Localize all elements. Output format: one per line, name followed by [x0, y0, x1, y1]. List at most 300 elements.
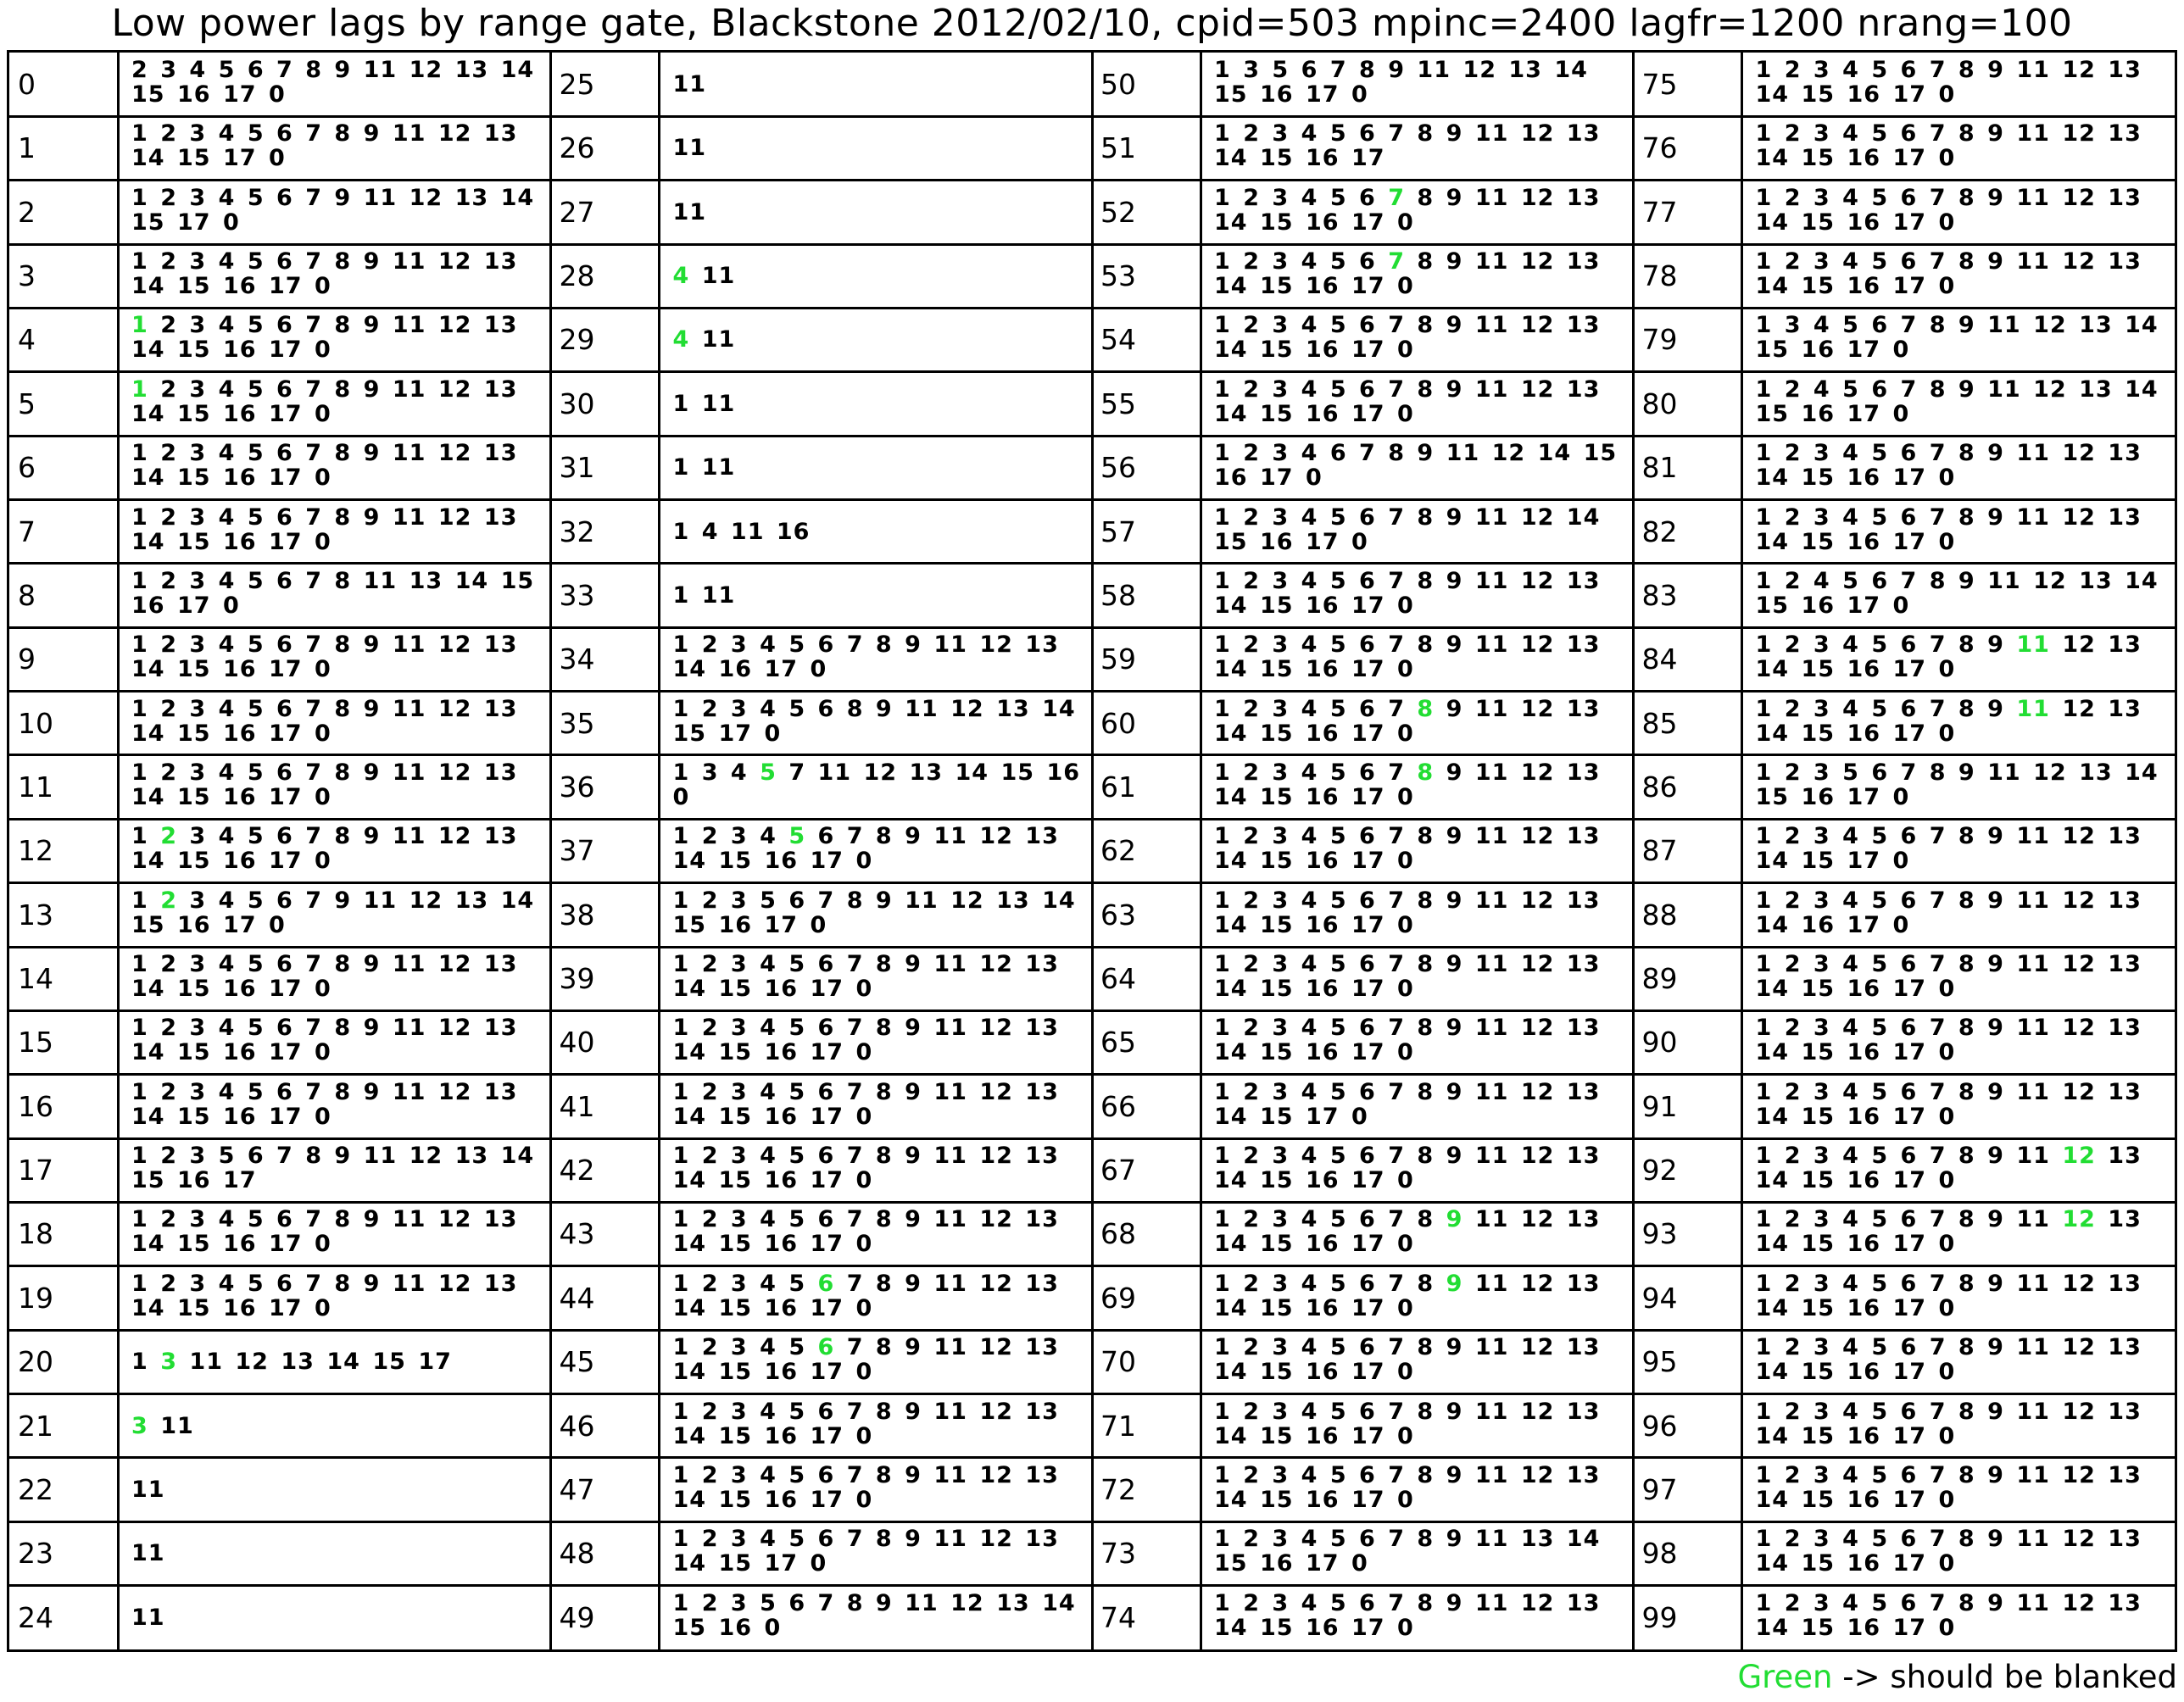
lag-number: 1 [1214, 631, 1231, 659]
lag-number: 15 [1259, 1103, 1294, 1130]
range-gate-label: 43 [559, 1217, 595, 1251]
lag-number: 14 [500, 1143, 535, 1170]
lag-number: 2 [1784, 1589, 1802, 1616]
lag-number: 2 [160, 312, 177, 339]
lag-number: 15 [1214, 81, 1248, 108]
lag-number: 9 [1987, 503, 2004, 531]
lag-number: 13 [1566, 951, 1601, 978]
lag-number: 8 [1417, 248, 1435, 275]
lag-number: 1 [1214, 1078, 1231, 1105]
range-gate-label: 63 [1100, 898, 1136, 932]
lag-number: 3 [1813, 1398, 1830, 1425]
lag-number: 3 [730, 1015, 748, 1042]
lag-number: 4 [1842, 1206, 1859, 1233]
range-gate-label: 79 [1641, 323, 1678, 357]
lag-number: 11 [933, 823, 967, 850]
range-gate-label: 64 [1100, 962, 1136, 996]
low-power-lags-cell [1742, 500, 2172, 564]
lag-number: 11 [2016, 1078, 2050, 1105]
lag-number: 3 [1272, 695, 1290, 722]
range-gate-label: 84 [1641, 642, 1678, 676]
lag-number: 3 [730, 1589, 748, 1616]
lag-number: 6 [276, 759, 293, 786]
lag-number: 2 [1243, 120, 1260, 147]
lag-number: 2 [1243, 567, 1260, 594]
lag-number: 12 [1491, 440, 1526, 467]
lag-number: 17 [1259, 464, 1294, 492]
lag-number: 14 [1755, 1103, 1790, 1130]
range-gate-label: 13 [18, 898, 53, 932]
lag-number: 6 [1871, 312, 1889, 339]
lag-number: 12 [1520, 1398, 1555, 1425]
lag-number: 7 [305, 375, 323, 403]
lag-number: 4 [1301, 248, 1318, 275]
lag-number: 17 [1892, 1550, 1927, 1577]
lag-number: 15 [1755, 337, 1790, 364]
lag-number: 0 [810, 1550, 827, 1577]
range-gate-label: 80 [1641, 387, 1678, 420]
lag-number: 11 [2016, 823, 2050, 850]
lag-number: 14 [1214, 209, 1248, 236]
lag-number: 17 [1892, 720, 1927, 747]
range-gate-label: 49 [559, 1600, 595, 1634]
low-power-lags-cell [1742, 308, 2172, 371]
lag-number: 3 [1272, 567, 1290, 594]
lag-number: 12 [2062, 57, 2096, 83]
lag-number: 0 [1938, 81, 1956, 108]
lag-number: 17 [1892, 976, 1927, 1003]
lag-number: 3 [189, 631, 207, 659]
lag-number: 14 [131, 720, 165, 747]
lag-number: 11 [131, 1476, 165, 1503]
lag-number: 0 [855, 848, 873, 875]
lag-number: 8 [1417, 567, 1435, 594]
lag-number: 9 [1958, 375, 1975, 403]
lag-number: 3 [189, 1015, 207, 1042]
lag-number: 4 [1301, 1143, 1318, 1170]
lag-number: 8 [1417, 120, 1435, 147]
lag-number: 6 [276, 248, 293, 275]
lag-number: 15 [1259, 1294, 1294, 1321]
range-gate-label: 26 [559, 131, 595, 165]
lag-number: 17 [1351, 400, 1385, 427]
lag-number: 11 [392, 1078, 426, 1105]
lag-number: 17 [1847, 337, 1881, 364]
range-gate-label: 46 [559, 1409, 595, 1443]
range-gate-label: 67 [1100, 1154, 1136, 1188]
lag-number: 2 [1243, 1334, 1260, 1361]
lag-number: 14 [672, 1422, 707, 1449]
lag-number: 5 [218, 1143, 236, 1170]
lag-number: 4 [218, 503, 236, 531]
lag-number: 6 [276, 184, 293, 211]
low-power-lags-cell [660, 1138, 1089, 1202]
lag-number: 8 [1958, 631, 1975, 659]
lag-number: 5 [1871, 248, 1889, 275]
lag-number: 11 [1474, 312, 1509, 339]
lag-number: 6 [788, 887, 806, 914]
range-gate-label: 24 [18, 1600, 53, 1634]
lag-number: 7 [1900, 375, 1918, 403]
lag-number: 0 [314, 464, 332, 492]
lag-number: 0 [1396, 1039, 1414, 1066]
lag-number: 7 [305, 440, 323, 467]
lag-number: 0 [1396, 783, 1414, 810]
lag-number-flagged: 1 [131, 312, 148, 339]
lag-number: 15 [718, 1550, 753, 1577]
range-gate-label: 8 [18, 578, 36, 612]
lag-number: 13 [2108, 184, 2142, 211]
lag-number: 13 [483, 951, 518, 978]
lag-number: 0 [314, 273, 332, 300]
lag-number: 13 [1566, 567, 1601, 594]
lag-number: 14 [1755, 528, 1790, 555]
lag-number: 17 [810, 1486, 844, 1513]
lag-number: 13 [2108, 823, 2142, 850]
lag-number: 6 [1900, 1526, 1918, 1553]
lag-number: 2 [701, 695, 719, 722]
lag-number: 4 [1813, 312, 1830, 339]
lag-number: 16 [1259, 1550, 1294, 1577]
lag-number: 5 [1871, 57, 1889, 83]
lag-number: 16 [764, 976, 799, 1003]
lag-number: 17 [810, 1294, 844, 1321]
lag-number: 0 [810, 656, 827, 683]
range-gate-label: 52 [1100, 195, 1136, 229]
lag-number: 5 [1842, 312, 1859, 339]
lag-number: 7 [1929, 1270, 1947, 1297]
lag-number: 15 [1755, 783, 1790, 810]
lag-number: 2 [1243, 1398, 1260, 1425]
lag-number: 16 [1847, 81, 1881, 108]
lag-number: 15 [1801, 1422, 1836, 1449]
lag-number: 9 [875, 1589, 893, 1616]
lag-number: 4 [760, 1143, 777, 1170]
lag-number: 5 [760, 1589, 777, 1616]
lag-number: 2 [1784, 695, 1802, 722]
lag-number: 1 [1755, 120, 1773, 147]
low-power-lags-cell [118, 1586, 548, 1649]
range-gate-label: 22 [18, 1472, 53, 1506]
lag-number: 5 [247, 440, 265, 467]
lag-number: 16 [1847, 145, 1881, 172]
lag-number: 13 [483, 823, 518, 850]
lag-number: 5 [1871, 1334, 1889, 1361]
lag-number: 9 [1446, 823, 1463, 850]
lag-number: 17 [1351, 1167, 1385, 1194]
lag-number: 15 [1801, 1231, 1836, 1258]
lag-number: 11 [933, 1461, 967, 1488]
lag-number: 11 [1474, 1270, 1509, 1297]
lag-number: 15 [176, 1294, 211, 1321]
low-power-lags-cell [660, 692, 1089, 755]
lag-number: 5 [1871, 1398, 1889, 1425]
lag-number: 8 [305, 1143, 323, 1170]
lag-number: 12 [1520, 375, 1555, 403]
lag-number: 3 [189, 759, 207, 786]
lag-number: 8 [1417, 1143, 1435, 1170]
lag-number: 2 [160, 1270, 177, 1297]
lag-number: 8 [1958, 823, 1975, 850]
low-power-lags-cell [660, 244, 1089, 308]
lag-number: 1 [1755, 1143, 1773, 1170]
lag-number: 17 [1892, 1231, 1927, 1258]
lag-number: 4 [218, 248, 236, 275]
lag-number: 0 [1938, 1614, 1956, 1641]
lag-number: 1 [1755, 57, 1773, 83]
low-power-lags-cell [118, 500, 548, 564]
lag-number: 16 [764, 848, 799, 875]
lag-number: 9 [1958, 567, 1975, 594]
lag-number: 1 [1214, 375, 1231, 403]
lag-number: 3 [1272, 1143, 1290, 1170]
lag-number: 9 [1446, 631, 1463, 659]
lag-number: 14 [955, 759, 989, 786]
lag-number: 15 [176, 848, 211, 875]
lag-number: 1 [1214, 567, 1231, 594]
lag-number: 11 [189, 1349, 223, 1376]
lag-number: 3 [189, 1206, 207, 1233]
low-power-lags-cell [1742, 883, 2172, 947]
lag-number: 16 [1305, 592, 1340, 619]
lag-number: 1 [131, 1015, 148, 1042]
lag-number: 1 [131, 503, 148, 531]
lag-number: 11 [1474, 631, 1509, 659]
lag-number: 13 [2108, 695, 2142, 722]
lag-number: 9 [1987, 440, 2004, 467]
lag-number: 12 [1520, 248, 1555, 275]
lag-number: 17 [176, 592, 211, 619]
lag-number: 17 [810, 848, 844, 875]
lag-number: 8 [305, 57, 323, 83]
lag-number: 17 [268, 400, 303, 427]
lag-number: 1 [672, 631, 690, 659]
lag-number: 12 [979, 1270, 1013, 1297]
lag-number: 2 [1784, 1206, 1802, 1233]
lag-number: 16 [764, 1486, 799, 1513]
low-power-lags-cell [660, 1394, 1089, 1458]
lag-number: 1 [131, 631, 148, 659]
lag-number: 11 [672, 135, 707, 162]
low-power-lags-cell [660, 1521, 1089, 1585]
low-power-lags-cell [118, 53, 548, 116]
lag-number: 1 [1755, 759, 1773, 786]
lag-number: 4 [1301, 1015, 1318, 1042]
lag-number: 12 [1520, 184, 1555, 211]
lag-number: 2 [1784, 248, 1802, 275]
lag-number: 4 [1842, 120, 1859, 147]
lag-number: 11 [2016, 1398, 2050, 1425]
lag-number: 8 [875, 1526, 893, 1553]
low-power-lags-cell [1201, 1458, 1630, 1521]
lag-number: 15 [1801, 976, 1836, 1003]
lag-number: 15 [131, 209, 165, 236]
low-power-lags-cell [660, 308, 1089, 371]
lag-number: 14 [1214, 720, 1248, 747]
lag-number: 3 [1272, 1461, 1290, 1488]
lag-number: 9 [1958, 312, 1975, 339]
range-gate-label: 94 [1641, 1281, 1678, 1315]
lag-number: 8 [1958, 1461, 1975, 1488]
lag-number: 9 [905, 1015, 922, 1042]
lag-number: 3 [189, 312, 207, 339]
lag-number: 6 [1359, 631, 1376, 659]
lag-number: 6 [247, 1143, 265, 1170]
lag-number: 11 [392, 1270, 426, 1297]
lag-number: 0 [1938, 1550, 1956, 1577]
lag-number: 5 [1871, 1015, 1889, 1042]
lag-number: 3 [1813, 184, 1830, 211]
lag-number: 14 [1755, 209, 1790, 236]
lag-number: 14 [326, 1349, 360, 1376]
lag-number: 2 [160, 375, 177, 403]
low-power-lags-cell [1201, 1394, 1630, 1458]
lag-number: 16 [1046, 759, 1081, 786]
chart-title: Low power lags by range gate, Blackstone 2012/02/10, cpid=503 mpinc=2400 lagfr=1200 nrang=100 [111, 2, 2073, 45]
lag-number: 11 [933, 1015, 967, 1042]
lag-number: 9 [1446, 184, 1463, 211]
lag-number: 7 [846, 1078, 864, 1105]
lag-number: 5 [1842, 375, 1859, 403]
lag-number: 1 [1755, 1078, 1773, 1105]
low-power-lags-cell [660, 436, 1089, 499]
lag-number: 11 [1474, 1526, 1509, 1553]
lag-number: 5 [1329, 503, 1347, 531]
lag-number: 6 [817, 1526, 835, 1553]
lag-number: 12 [2062, 1526, 2096, 1553]
lag-number: 3 [189, 120, 207, 147]
lag-number: 6 [1900, 823, 1918, 850]
lag-number: 11 [1474, 503, 1509, 531]
lag-number: 6 [1900, 951, 1918, 978]
lag-number: 14 [2125, 375, 2159, 403]
lag-number: 14 [1755, 911, 1790, 938]
lag-number: 4 [218, 759, 236, 786]
lag-number: 17 [1892, 81, 1927, 108]
lag-number: 6 [276, 823, 293, 850]
lag-number: 12 [2062, 1461, 2096, 1488]
lag-number: 8 [1417, 1334, 1435, 1361]
lag-number: 1 [1755, 1206, 1773, 1233]
lag-number: 8 [1417, 1526, 1435, 1553]
lag-number: 4 [1301, 184, 1318, 211]
lag-number: 14 [131, 145, 165, 172]
lag-number: 0 [1938, 145, 1956, 172]
lag-number: 15 [1801, 1486, 1836, 1513]
lag-number: 15 [1801, 656, 1836, 683]
lag-number: 4 [701, 518, 719, 545]
lag-number: 0 [1938, 1359, 1956, 1386]
range-gate-label: 88 [1641, 898, 1678, 932]
lag-number: 6 [276, 375, 293, 403]
lag-number: 16 [764, 1167, 799, 1194]
lag-number: 6 [817, 1143, 835, 1170]
lag-number: 5 [247, 1270, 265, 1297]
lag-number-flagged: 11 [2016, 631, 2050, 659]
lag-number: 6 [1301, 57, 1318, 83]
low-power-lags-cell [118, 883, 548, 947]
lag-number: 11 [2016, 1206, 2050, 1233]
lag-number: 13 [483, 312, 518, 339]
lag-number: 3 [189, 184, 207, 211]
lag-number: 13 [996, 1589, 1030, 1616]
lag-number: 0 [1892, 400, 1910, 427]
lag-number: 0 [1396, 400, 1414, 427]
lag-number: 1 [672, 823, 690, 850]
lag-number: 17 [1847, 592, 1881, 619]
lag-number: 4 [1301, 312, 1318, 339]
lag-number: 3 [1272, 375, 1290, 403]
lag-number: 5 [1329, 1078, 1347, 1105]
lag-number: 12 [437, 1270, 472, 1297]
lag-number: 7 [1929, 823, 1947, 850]
lag-number: 6 [1359, 1398, 1376, 1425]
lag-number: 4 [1301, 1334, 1318, 1361]
lag-number: 3 [1272, 759, 1290, 786]
low-power-lags-cell [1742, 692, 2172, 755]
lag-number: 17 [1305, 528, 1340, 555]
lag-number: 16 [1305, 273, 1340, 300]
lag-number: 6 [1900, 503, 1918, 531]
lag-number: 4 [1842, 1461, 1859, 1488]
low-power-lags-cell [1742, 755, 2172, 819]
lag-number: 7 [1359, 440, 1376, 467]
lag-number: 1 [1755, 248, 1773, 275]
lag-number: 15 [176, 783, 211, 810]
lag-number: 8 [1417, 1589, 1435, 1616]
lag-number: 3 [1813, 887, 1830, 914]
lag-number: 4 [760, 1398, 777, 1425]
lag-number: 6 [817, 1078, 835, 1105]
lag-number: 4 [1301, 759, 1318, 786]
lag-number: 9 [363, 823, 381, 850]
low-power-lags-cell [118, 755, 548, 819]
lag-number: 14 [1214, 337, 1248, 364]
lag-number: 1 [1755, 823, 1773, 850]
lag-number: 0 [855, 976, 873, 1003]
lag-number: 17 [1351, 209, 1385, 236]
lag-number: 1 [131, 1078, 148, 1105]
lag-number: 14 [1755, 656, 1790, 683]
lag-number: 2 [701, 1526, 719, 1553]
lag-number: 4 [1842, 1334, 1859, 1361]
lag-number-flagged: 8 [1417, 759, 1435, 786]
lag-number: 13 [1025, 951, 1059, 978]
lag-number: 11 [1474, 248, 1509, 275]
range-gate-label: 60 [1100, 706, 1136, 740]
lag-number: 2 [701, 1270, 719, 1297]
lag-number: 0 [1396, 1422, 1414, 1449]
lag-number: 13 [2108, 1015, 2142, 1042]
lag-number: 15 [1259, 337, 1294, 364]
lag-number: 12 [1520, 759, 1555, 786]
lag-number: 12 [1520, 1078, 1555, 1105]
lag-number: 2 [701, 951, 719, 978]
lag-number: 14 [1755, 464, 1790, 492]
lag-number: 17 [810, 1359, 844, 1386]
lag-number: 14 [500, 184, 535, 211]
lag-number: 0 [1938, 976, 1956, 1003]
lag-number: 11 [905, 887, 939, 914]
lag-number: 14 [1042, 887, 1076, 914]
lag-number: 9 [363, 1270, 381, 1297]
lag-number: 12 [2062, 631, 2096, 659]
lag-number: 2 [1784, 759, 1802, 786]
lag-number: 3 [1813, 1015, 1830, 1042]
lag-number: 12 [437, 1015, 472, 1042]
lag-number: 17 [1351, 1486, 1385, 1513]
lag-number-flagged: 5 [760, 759, 777, 786]
